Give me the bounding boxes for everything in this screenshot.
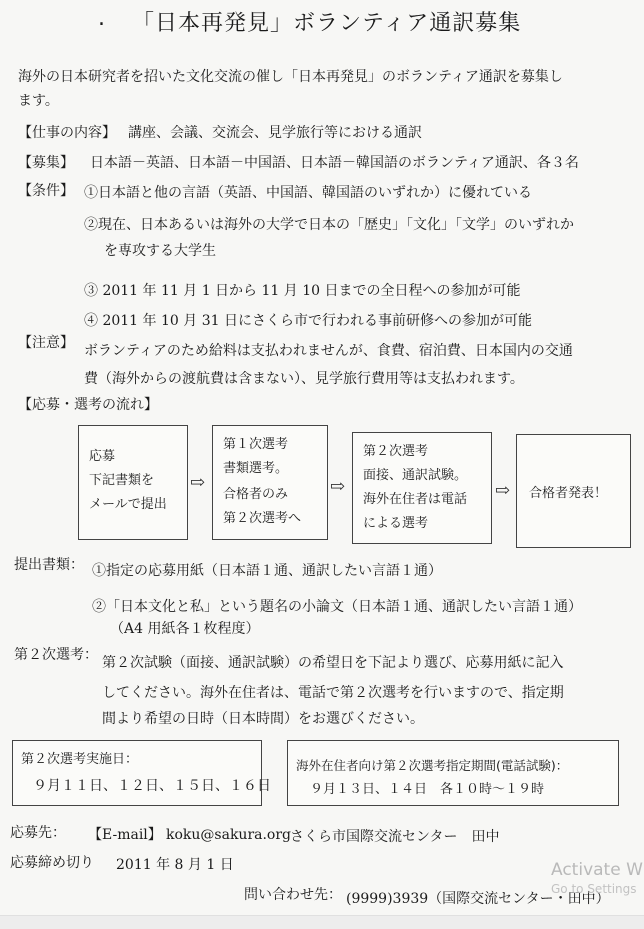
apply-office: さくら市国際交流センター 田中 bbox=[290, 829, 500, 845]
flow-step-1-line-1: 応募 bbox=[89, 449, 116, 464]
job-text: 講座、会議、交流会、見学旅行等における通訳 bbox=[128, 125, 422, 141]
bottom-edge bbox=[0, 915, 644, 929]
recruit-text: 日本語－英語、日本語－中国語、日本語－韓国語のボランティア通訳、各３名 bbox=[90, 155, 579, 171]
second-selection-line-2: してください。海外在住者は、電話で第２次選考を行いますので、指定期 bbox=[102, 685, 564, 701]
condition-1: ①日本語と他の言語（英語、中国語、韓国語のいずれか）に優れている bbox=[84, 185, 532, 201]
flow-step-3-line-4: による選考 bbox=[363, 516, 429, 531]
title-prefix: . bbox=[98, 6, 106, 31]
second-selection-line-3: 間より希望の日時（日本時間）をお選びください。 bbox=[102, 711, 424, 727]
conditions-label: 【条件】 bbox=[18, 183, 74, 199]
schedule-box bbox=[12, 740, 271, 806]
document-1: ①指定の応募用紙（日本語１通、通訳したい言語１通） bbox=[92, 563, 442, 579]
flow-step-3 bbox=[352, 432, 492, 544]
flow-arrow-2: ⇨ bbox=[330, 476, 346, 497]
flow-step-3-line-2: 面接、通訳試験。 bbox=[363, 468, 468, 483]
condition-3: ③ 2011 年 11 月 1 日から 11 月 10 日までの全日程への参加が可能 bbox=[84, 283, 521, 299]
second-selection-label: 第２次選考： bbox=[14, 647, 98, 663]
second-selection-line-1: 第２次試験（面接、通訳試験）の希望日を下記より選び、応募用紙に記入 bbox=[102, 655, 564, 671]
flow-step-3-line-3: 海外在住者は電話 bbox=[363, 492, 468, 507]
flow-step-2-line-1: 第１次選考 bbox=[223, 437, 289, 452]
overseas-box-title: 海外在住者向け第２次選考指定期間(電話試験)： bbox=[296, 758, 569, 773]
flow-step-2 bbox=[212, 425, 328, 540]
notice-line-2: 費（海外からの渡航費は含まない）、見学旅行費用等は支払われます。 bbox=[84, 371, 524, 387]
documents-label: 提出書類： bbox=[14, 557, 84, 573]
flow-step-3-line-1: 第２次選考 bbox=[363, 444, 429, 459]
condition-4: ④ 2011 年 10 月 31 日にさくら市で行われる事前研修への参加が可能 bbox=[84, 313, 532, 329]
job-label: 【仕事の内容】 bbox=[18, 125, 116, 141]
intro-line-1: 海外の日本研究者を招いた文化交流の催し「日本再発見」のボランティア通訳を募集し bbox=[18, 69, 563, 85]
document-2-note: （A4 用紙各１枚程度） bbox=[110, 621, 260, 637]
flow-arrow-1: ⇨ bbox=[190, 472, 206, 493]
flow-step-2-line-3: 合格者のみ bbox=[223, 487, 289, 502]
flow-step-2-line-2: 書類選考。 bbox=[223, 461, 289, 476]
email-address: koku@sakura.org bbox=[166, 827, 292, 843]
flow-step-1 bbox=[78, 425, 188, 540]
schedule-box-dates: ９月１１日、１２日、１５日、１６日 bbox=[33, 778, 271, 794]
document-2: ②「日本文化と私」という題名の小論文（日本語１通、通訳したい言語１通） bbox=[92, 599, 582, 615]
flow-step-2-line-4: 第２次選考へ bbox=[223, 511, 302, 526]
inquiry-text: (9999)3939（国際交流センター・田中） bbox=[346, 891, 610, 907]
notice-label: 【注意】 bbox=[18, 335, 74, 351]
inquiry-label: 問い合わせ先： bbox=[244, 887, 342, 903]
recruit-label: 【募集】 bbox=[18, 155, 74, 171]
schedule-box-title: 第２次選考実施日： bbox=[21, 752, 139, 767]
flow-step-4 bbox=[516, 434, 631, 548]
apply-to-label: 応募先： bbox=[10, 825, 66, 841]
overseas-box-dates: ９月１３日、１４日 各１０時～１９時 bbox=[310, 782, 545, 797]
flow-step-1-line-2: 下記書類を bbox=[89, 473, 155, 488]
condition-2-line-2: を専攻する大学生 bbox=[104, 243, 216, 259]
flow-label: 【応募・選考の流れ】 bbox=[18, 397, 158, 413]
settings-watermark: Go to Settings bbox=[551, 882, 637, 896]
condition-2-line-1: ②現在、日本あるいは海外の大学で日本の「歴史」「文化」「文学」のいずれか bbox=[84, 217, 574, 233]
page-title: 「日本再発見」ボランティア通訳募集 bbox=[132, 11, 522, 36]
flow-step-1-line-3: メールで提出 bbox=[89, 497, 167, 512]
deadline-date: 2011 年 8 月 1 日 bbox=[116, 857, 234, 873]
intro-line-2: ます。 bbox=[18, 93, 59, 109]
deadline-label: 応募締め切り bbox=[10, 855, 94, 871]
activate-watermark: Activate W bbox=[551, 860, 643, 880]
email-label: 【E-mail】 bbox=[88, 827, 162, 843]
flow-step-4-text: 合格者発表！ bbox=[529, 486, 608, 501]
flow-arrow-3: ⇨ bbox=[495, 480, 511, 501]
overseas-schedule-box bbox=[287, 740, 619, 806]
notice-line-1: ボランティアのため給料は支払われませんが、食費、宿泊費、日本国内の交通 bbox=[84, 343, 573, 359]
